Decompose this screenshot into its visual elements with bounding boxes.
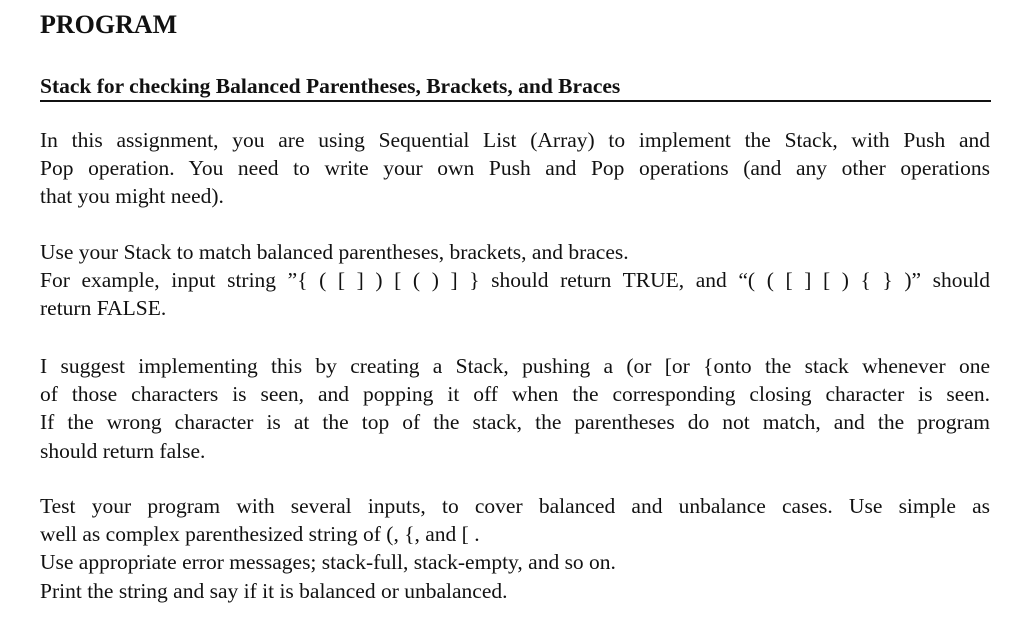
paragraph-line: I suggest implementing this by creating a Stack, pushing a (or [or {onto the stack whenever one <box>40 354 990 378</box>
paragraph-suggestion <box>40 352 990 465</box>
paragraph-line: Print the string and say if it is balanced or unbalanced. <box>40 578 508 603</box>
page-heading: PROGRAM <box>40 10 178 39</box>
paragraph-line: of those characters is seen, and popping it off when the corresponding closing character is seen. <box>40 382 990 407</box>
paragraph-line: well as complex parenthesized string of (, {, and [ . <box>40 522 480 547</box>
paragraph-line: Use appropriate error messages; stack-full, stack-empty, and so on. <box>40 550 616 575</box>
document-page <box>40 0 990 626</box>
paragraph-line: return FALSE. <box>40 296 167 321</box>
paragraph-line: should return false. <box>40 438 206 463</box>
paragraph-line: In this assignment, you are using Sequential List (Array) to implement the Stack, with Push and <box>40 128 990 152</box>
title-underline <box>40 100 991 102</box>
paragraph-testing <box>40 492 990 605</box>
assignment-title: Stack for checking Balanced Parentheses, Brackets, and Braces <box>40 74 621 98</box>
paragraph-example <box>40 238 990 323</box>
paragraph-line: that you might need). <box>40 184 224 209</box>
paragraph-line: Test your program with several inputs, to cover balanced and unbalance cases. Use simple as <box>40 494 990 518</box>
paragraph-line: Pop operation. You need to write your own Push and Pop operations (and any other operations <box>40 156 990 181</box>
paragraph-line: For example, input string ”{ ( [ ] ) [ ( ) ] } should return TRUE, and “( ( [ ] [ ) { } )” should <box>40 268 990 293</box>
paragraph-line: If the wrong character is at the top of the stack, the parentheses do not match, and the program <box>40 410 990 435</box>
paragraph-line: Use your Stack to match balanced parentheses, brackets, and braces. <box>40 240 629 264</box>
paragraph-intro <box>40 126 990 211</box>
